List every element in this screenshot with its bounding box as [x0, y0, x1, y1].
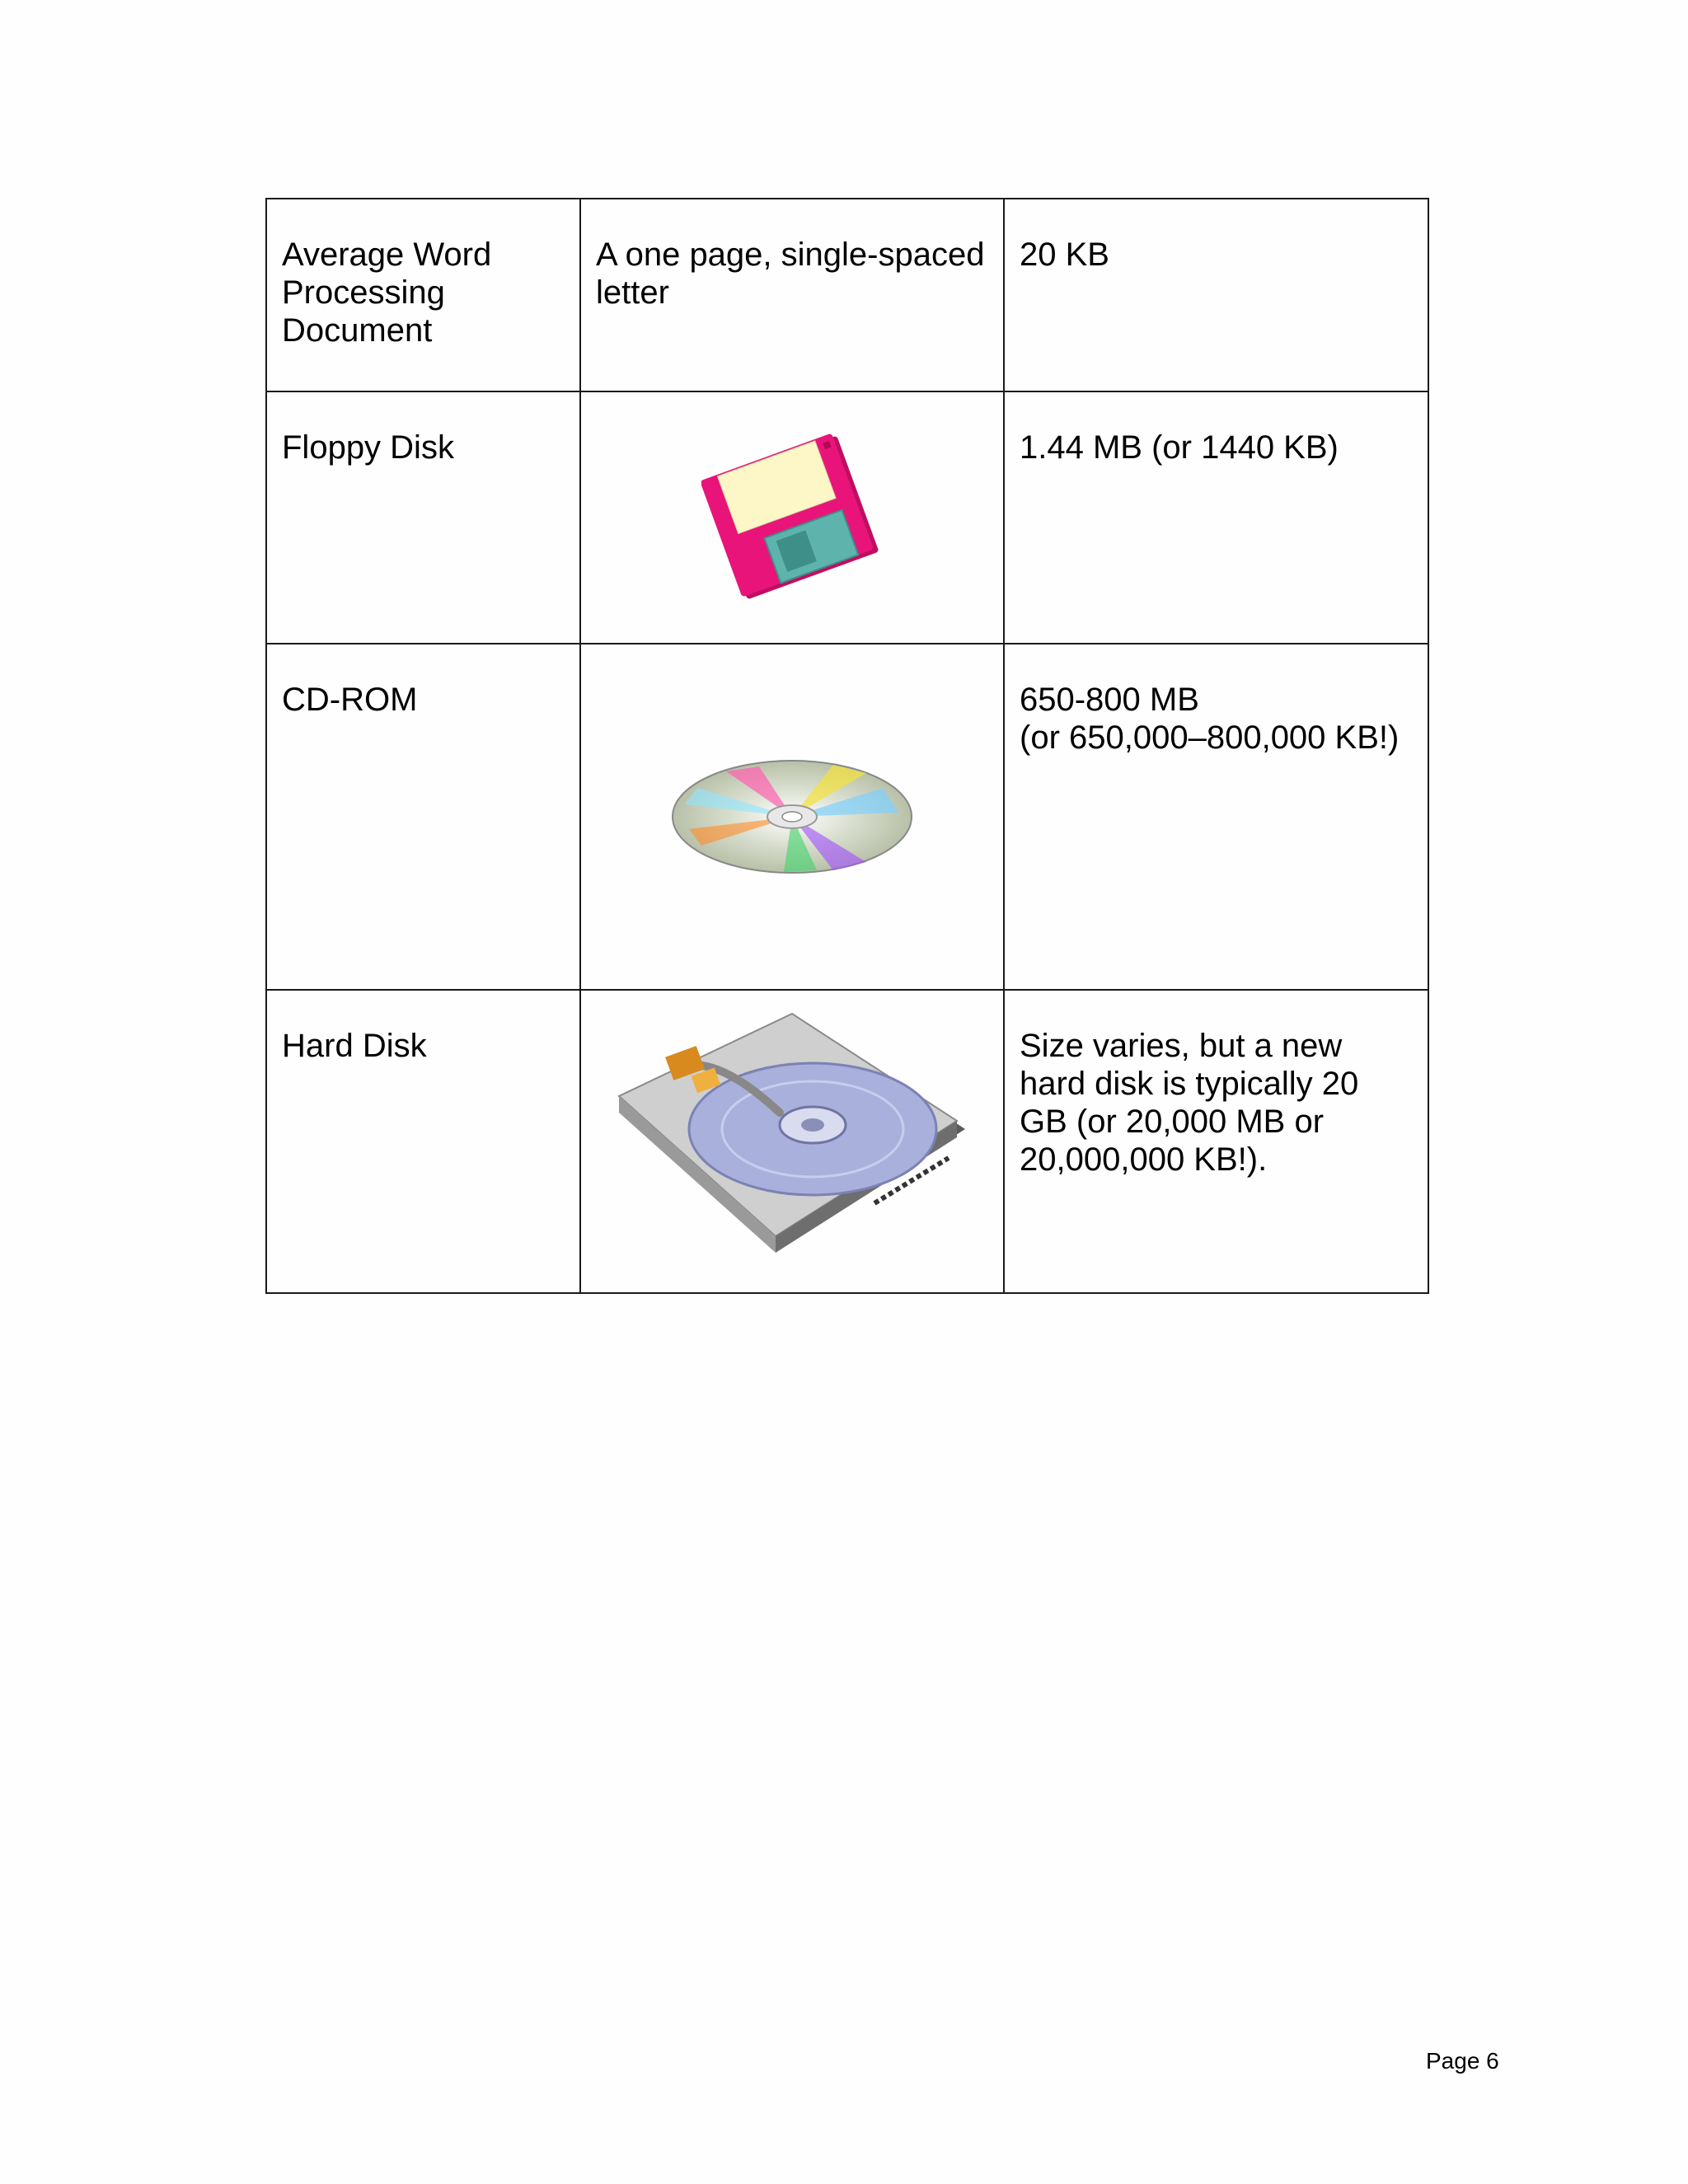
size-cell: Size varies, but a new hard disk is typically 20 GB (or 20,000 MB or 20,000,000 KB!).	[1004, 990, 1428, 1293]
item-name-cell: Hard Disk	[266, 990, 580, 1293]
table-row	[266, 391, 1428, 644]
item-name-cell: CD-ROM	[266, 644, 580, 990]
table-row	[266, 990, 1428, 1293]
size-cell: 1.44 MB (or 1440 KB)	[1004, 391, 1428, 644]
example-image-cell	[580, 644, 1004, 990]
size-cell: 20 KB	[1004, 199, 1428, 391]
table-row	[266, 644, 1428, 990]
example-image-cell	[580, 391, 1004, 644]
table-row	[266, 199, 1428, 391]
floppy-disk-icon	[701, 427, 883, 608]
example-image-cell	[580, 990, 1004, 1293]
storage-size-table	[265, 198, 1429, 1294]
item-name-cell: Average Word Processing Document	[266, 199, 580, 391]
hard-disk-icon	[603, 1005, 982, 1277]
example-cell: A one page, single-spaced letter	[580, 199, 1004, 391]
item-name-cell: Floppy Disk	[266, 391, 580, 644]
page-number: Page 6	[1426, 2048, 1499, 2074]
cd-rom-icon	[668, 755, 916, 879]
size-cell: 650-800 MB (or 650,000–800,000 KB!)	[1004, 644, 1428, 990]
